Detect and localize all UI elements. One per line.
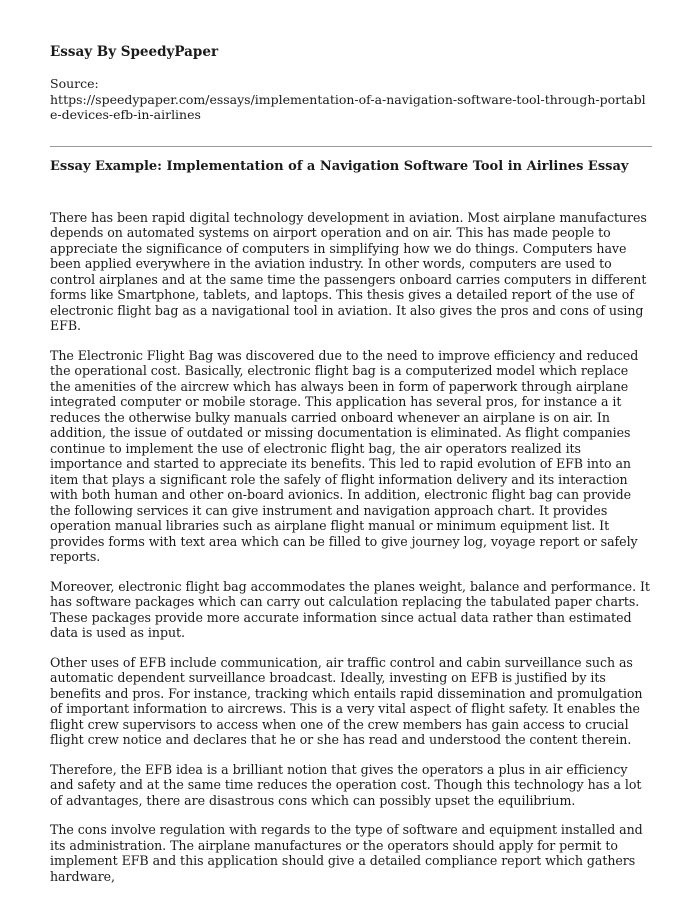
essay-paragraph: There has been rapid digital technology development in aviation. Most airplane manufactures depends on automated systems on airport operation and on air. This has made people to appreciate the significance of computers in simplifying how we do things. Computers have been applied everywhere in the aviation industry. In other words, computers are used to control airplanes and at the same time the passengers onboard carries computers in different forms like Smartphone, tablets, and laptops. This thesis gives a detailed report of the use of electronic flight bag as a navigational tool in aviation. It also gives the pros and cons of using EFB. <box>50 209 647 333</box>
source-url[interactable]: https://speedypaper.com/essays/implementation-of-a-navigation-software-tool-through-portable-devices-efb-in-airlines <box>50 91 646 122</box>
site-title: Essay By SpeedyPaper <box>50 44 219 60</box>
essay-title: Essay Example: Implementation of a Navigation Software Tool in Airlines Essay <box>50 158 629 174</box>
essay-paragraph: The cons involve regulation with regards to the type of software and equipment installed and its administration. The airplane manufactures or the operators should apply for permit to implement EFB and this application should give a detailed compliance report which gathers hardware, <box>50 822 643 884</box>
essay-page <box>50 44 652 898</box>
essay-paragraph: Moreover, electronic flight bag accommodates the planes weight, balance and performance. It has software packages which can carry out calculation replacing the tabulated paper charts. These packages provide more accurate information since actual data rather than estimated data is used as input. <box>50 578 650 640</box>
essay-paragraph: Therefore, the EFB idea is a brilliant notion that gives the operators a plus in air efficiency and safety and at the same time reduces the operation cost. Though this technology has a lot of advantages, there are disastrous cons which can possibly upset the equilibrium. <box>50 761 642 808</box>
source-label: Source: <box>50 76 99 91</box>
header-divider <box>50 146 652 147</box>
essay-paragraph: The Electronic Flight Bag was discovered due to the need to improve efficiency and reduced the operational cost. Basically, electronic flight bag is a computerized model which replace the amenities of the aircrew which has always been in form of paperwork through airplane integrated computer or mobile storage. This application has several pros, for instance a it reduces the otherwise bulky manuals carried onboard whenever an airplane is on air. In addition, the issue of outdated or missing documentation is eliminated. As flight companies continue to implement the use of electronic flight bag, the air operators realized its importance and started to appreciate its benefits. This led to rapid evolution of EFB into an item that plays a significant role the safely of flight information delivery and its interaction with both human and other on-board avionics. In addition, electronic flight bag can provide the following services it can give instrument and navigation approach chart. It provides operation manual libraries such as airplane flight manual or minimum equipment list. It provides forms with text area which can be filled to give journey log, voyage report or safely reports. <box>50 347 639 564</box>
essay-paragraph: Other uses of EFB include communication, air traffic control and cabin surveillance such as automatic dependent surveillance broadcast. Ideally, investing on EFB is justified by its benefits and pros. For instance, tracking which entails rapid dissemination and promulgation of important information to aircrews. This is a very vital aspect of flight safety. It enables the flight crew supervisors to access when one of the crew members has gain access to crucial flight crew notice and declares that he or she has read and understood the content therein. <box>50 654 643 747</box>
